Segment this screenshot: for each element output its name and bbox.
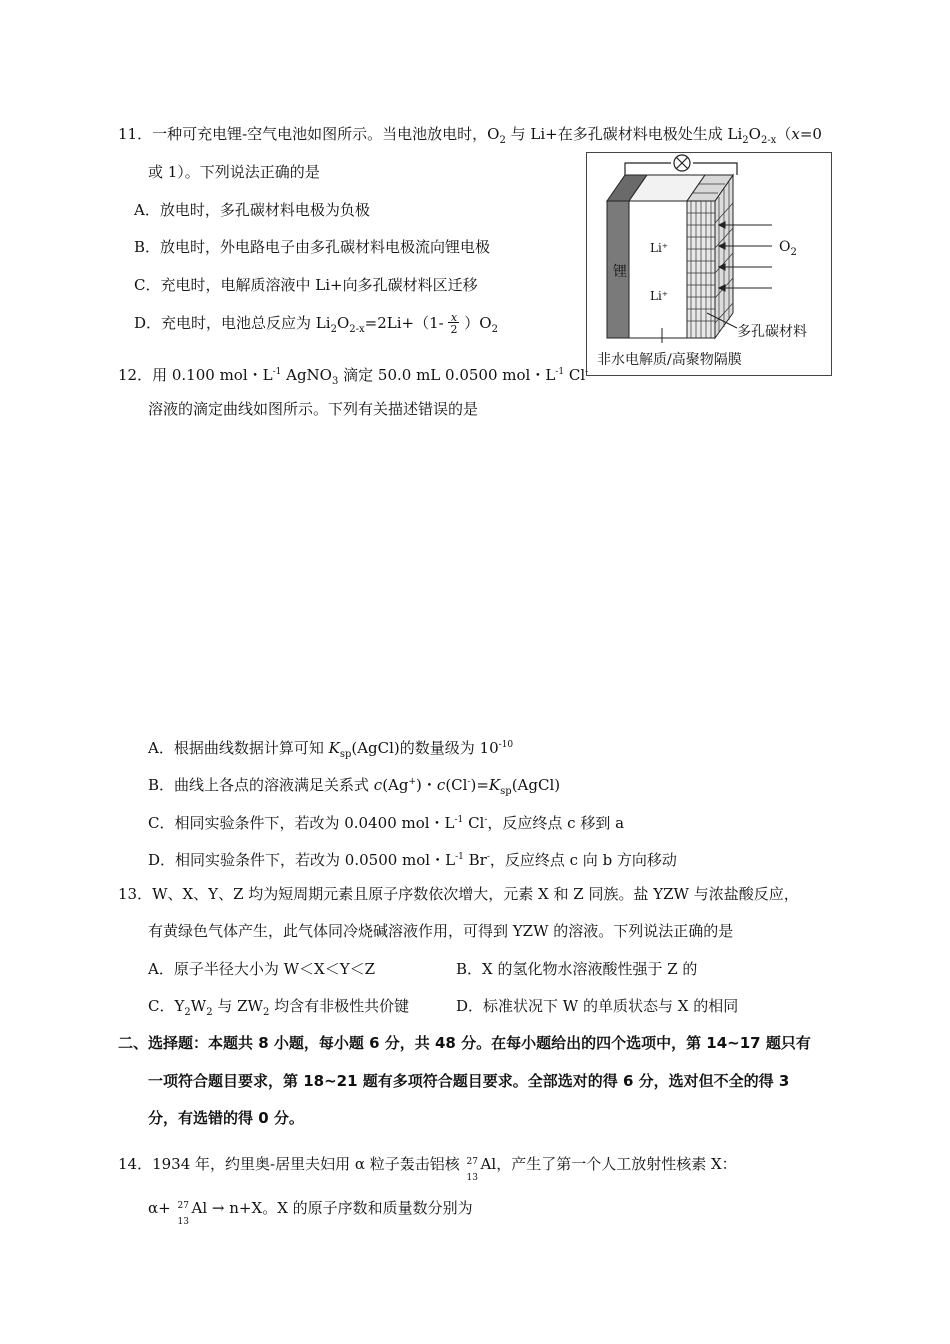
italic-var: K — [488, 776, 501, 794]
superscript: -1 — [454, 815, 464, 825]
q12-option-b-text: B．曲线上各点的溶液满足关系式 — [148, 776, 374, 794]
subscript: 2 — [206, 1007, 213, 1018]
q12-stem-text: AgNO — [281, 366, 332, 384]
q11-stem-text: （ — [776, 125, 792, 143]
q13-option-c-text: C．Y — [148, 997, 185, 1015]
q13-option-c-text: W — [190, 997, 207, 1015]
q12-stem-text: 滴定 50.0 mL 0.0500 mol・L — [343, 366, 556, 384]
q14-stem-line1 — [118, 1154, 737, 1183]
superscript: - — [486, 852, 490, 862]
q13-option-d: D．标准状况下 W 的单质状态与 X 的相同 — [456, 997, 739, 1015]
q12-stem-line1 — [118, 362, 588, 392]
q11-option-d-text: ）O — [464, 314, 492, 332]
q13-stem-line1: 13．W、X、Y、Z 均为短周期元素且原子序数依次增大，元素 X 和 Z 同族。盐 YZW 与浓盐酸反应， — [118, 885, 799, 903]
nuclide-notation — [175, 1198, 191, 1227]
element-symbol: Al — [480, 1155, 497, 1173]
italic-var: x — [791, 125, 800, 143]
subscript: sp — [500, 786, 512, 797]
q12-option-a-text: A．根据曲线数据计算可知 — [148, 739, 329, 757]
q14-stem-line2 — [148, 1198, 473, 1227]
o2-text: O — [779, 239, 791, 255]
element-symbol: Al — [191, 1199, 208, 1217]
mass-number: 27 — [177, 1201, 189, 1211]
q12-option-c-text: C．相同实验条件下，若改为 0.0400 mol・L — [148, 814, 455, 832]
arrow-icon: → — [211, 1199, 225, 1217]
atomic-number: 13 — [466, 1173, 478, 1183]
superscript: - — [467, 777, 471, 787]
fraction-denominator: 2 — [450, 323, 458, 336]
fraction-numerator: x — [450, 311, 458, 324]
q12-option-b-text: (Cl — [445, 776, 468, 794]
subscript: 2 — [262, 1007, 270, 1018]
superscript: - — [585, 367, 589, 377]
equation-text: α+ — [148, 1199, 171, 1217]
q12-option-b — [148, 772, 560, 802]
q11-option-d-text: D．充电时，电池总反应为 Li — [134, 314, 331, 332]
q11-option-d-text: =2Li+（1- — [364, 314, 444, 332]
q11-stem-line1 — [118, 124, 822, 151]
q11-stem-text: 11．一种可充电锂-空气电池如图所示。当电池放电时，O — [118, 125, 500, 143]
q11-option-d — [134, 312, 498, 340]
superscript: -10 — [498, 740, 514, 750]
subscript: 2 — [790, 246, 797, 258]
mass-number: 27 — [466, 1157, 478, 1167]
q13-stem-line2: 有黄绿色气体产生，此气体同冷烧碱溶液作用，可得到 YZW 的溶液。下列说法正确的是 — [148, 922, 734, 940]
q12-option-d-text: Br — [463, 851, 487, 869]
section-2-heading: 二、选择题：本题共 8 小题，每小题 6 分，共 48 分。在每小题给出的四个选项中，第 14~17 题只有 — [118, 1034, 811, 1052]
q11-stem-text: =0 — [799, 125, 822, 143]
subscript: 2 — [491, 324, 498, 335]
q12-option-b-text: )・ — [416, 776, 437, 794]
q12-option-a — [148, 735, 513, 765]
italic-var: K — [328, 739, 340, 757]
lithium-electrode-label: 锂 — [613, 264, 627, 280]
subscript: 3 — [331, 376, 339, 387]
italic-var: c — [373, 776, 383, 794]
li-ion-label: Li⁺ — [650, 241, 669, 255]
q12-option-b-text: )= — [470, 776, 489, 794]
q12-option-d-text: D．相同实验条件下，若改为 0.0500 mol・L — [148, 851, 456, 869]
q14-stem-text: 。X 的原子序数和质量数分别为 — [262, 1199, 473, 1217]
italic-var: c — [436, 776, 446, 794]
li-ion-label: Li⁺ — [650, 289, 669, 303]
q12-option-c-text: ，反应终点 c 移到 a — [487, 814, 625, 832]
superscript: -1 — [555, 367, 565, 377]
o2-label — [779, 239, 797, 258]
porous-carbon-label: 多孔碳材料 — [737, 324, 807, 340]
q14-stem-text: ，产生了第一个人工放射性核素 X： — [496, 1155, 737, 1173]
subscript: sp — [339, 749, 352, 760]
q12-option-c-text: Cl — [463, 814, 485, 832]
q13-option-c-text: 均含有非极性共价键 — [274, 997, 410, 1015]
q11-option-d-text: O — [336, 314, 350, 332]
q12-option-d — [148, 847, 677, 870]
subscript: 2 — [184, 1007, 191, 1018]
nuclide-notation — [465, 1154, 481, 1183]
subscript: 2 — [499, 135, 506, 146]
section-2-line3: 分，有选错的得 0 分。 — [148, 1109, 304, 1127]
superscript: - — [484, 815, 488, 825]
q11-option-b: B．放电时，外电路电子由多孔碳材料电极流向锂电极 — [134, 238, 491, 256]
subscript: 2 — [742, 135, 749, 146]
q11-option-c: C．充电时，电解质溶液中 Li+向多孔碳材料区迁移 — [134, 276, 478, 294]
q12-stem-text: Cl — [564, 366, 586, 384]
q13-option-a: A．原子半径大小为 W＜X＜Y＜Z — [148, 960, 376, 978]
q12-stem-text: 12．用 0.100 mol・L — [118, 366, 273, 384]
q13-option-c — [148, 996, 409, 1023]
equation-text: n+X — [229, 1199, 263, 1217]
q13-option-c-text: 与 ZW — [217, 997, 263, 1015]
membrane-label: 非水电解质/高聚物隔膜 — [597, 352, 742, 368]
atomic-number: 13 — [177, 1217, 189, 1227]
q11-stem-text: 与 Li+在多孔碳材料电极处生成 Li — [510, 125, 743, 143]
q13-option-b: B．X 的氢化物水溶液酸性强于 Z 的 — [456, 960, 698, 978]
superscript: -1 — [272, 367, 282, 377]
section-2-line2: 一项符合题目要求，第 18~21 题有多项符合题目要求。全部选对的得 6 分，选对但不全的得 3 — [148, 1072, 790, 1090]
battery-figure — [586, 152, 832, 376]
q11-stem-line2: 或 1）。下列说法正确的是 — [148, 163, 320, 181]
q12-option-c — [148, 810, 624, 833]
q12-option-b-text: (AgCl) — [511, 776, 561, 794]
subscript: 2-x — [760, 135, 777, 146]
q12-option-d-text: ，反应终点 c 向 b 方向移动 — [489, 851, 677, 869]
subscript: 2-x — [349, 324, 365, 335]
q14-stem-text: 14．1934 年，约里奥-居里夫妇用 α 粒子轰击铝核 — [118, 1155, 460, 1173]
superscript: + — [408, 777, 417, 787]
q12-stem-line2: 溶液的滴定曲线如图所示。下列有关描述错误的是 — [148, 400, 479, 418]
q12-option-b-text: (Ag — [382, 776, 409, 794]
q11-option-a: A．放电时，多孔碳材料电极为负极 — [134, 201, 370, 219]
subscript: 2 — [330, 324, 337, 335]
q11-stem-text: O — [748, 125, 761, 143]
q12-option-a-text: (AgCl)的数量级为 10 — [351, 739, 499, 757]
fraction — [448, 312, 459, 336]
superscript: -1 — [455, 852, 464, 862]
